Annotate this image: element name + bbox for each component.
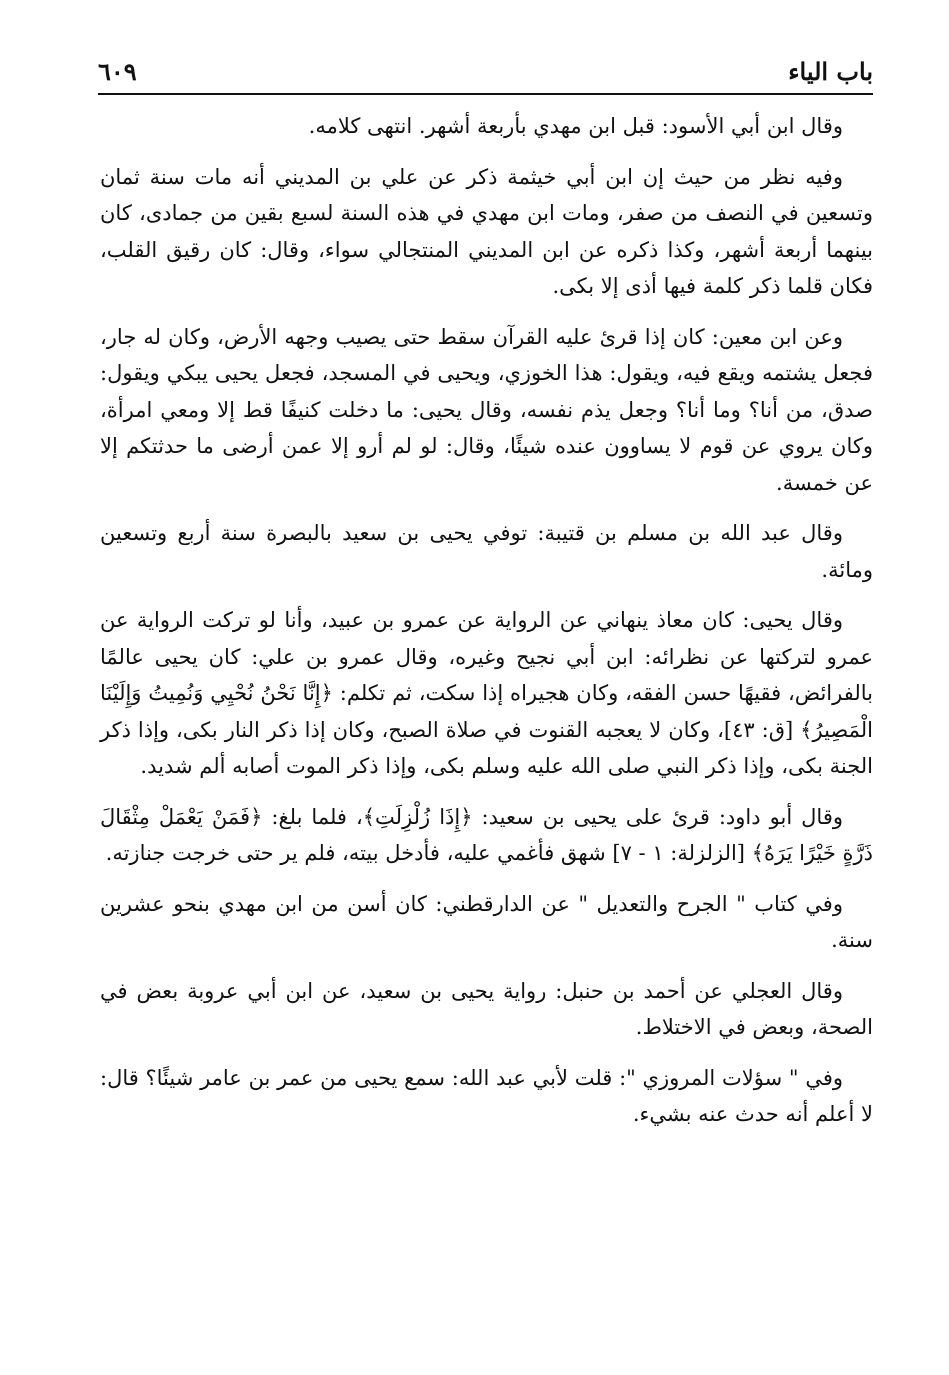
- paragraph-8: وقال العجلي عن أحمد بن حنبل: رواية يحيى بن سعيد، عن ابن أبي عروبة بعض في الصحة، وبعض في الاختلاط.: [100, 978, 873, 1039]
- paragraph-3: وعن ابن معين: كان إذا قرئ عليه القرآن سقط حتى يصيب وجهه الأرض، وكان له جار، فجعل يشتمه ويقع فيه، ويقول: هذا الخوزي، ويحيى في المسجد، فجعل يحيى يبكي ويقول: صدق، من أنا؟ وما أنا؟ وجعل يذم نفسه، وقال يحيى: ما دخلت كنيفًا قط إلا ومعي امرأة، وكان يروي عن قوم لا يساوون عنده شيئًا، وقال: لو لم أرو إلا عمن أرضى ما حدثتكم إلا عن خمسة.: [100, 324, 873, 495]
- page-number: ٦٠٩: [98, 56, 137, 86]
- page-header: [98, 52, 873, 90]
- chapter-title: باب الياء: [788, 56, 873, 86]
- page-body: [100, 108, 873, 1147]
- paragraph-6: وقال أبو داود: قرئ على يحيى بن سعيد: ﴿إِذَا زُلْزِلَتِ﴾، فلما بلغ: ﴿فَمَنْ يَعْمَلْ مِثْقَالَ ذَرَّةٍ خَيْرًا يَرَهُ﴾ [الزلزلة: ١ - ٧] شهق فأغمي عليه، فأدخل بيته، فلم ير حتى خرجت جنازته.: [100, 804, 873, 865]
- paragraph-4: وقال عبد الله بن مسلم بن قتيبة: توفي يحيى بن سعيد بالبصرة سنة أربع وتسعين ومائة.: [100, 521, 873, 582]
- paragraph-1: وقال ابن أبي الأسود: قبل ابن مهدي بأربعة أشهر. انتهى كلامه.: [308, 114, 843, 138]
- paragraph-9: وفي " سؤلات المروزي ": قلت لأبي عبد الله: سمع يحيى من عمر بن عامر شيئًا؟ قال: لا أعلم أنه حدث عنه بشيء.: [100, 1065, 873, 1126]
- header-divider: [98, 93, 873, 95]
- paragraph-2: وفيه نظر من حيث إن ابن أبي خيثمة ذكر عن علي بن المديني أنه مات سنة ثمان وتسعين في النصف من صفر، ومات ابن مهدي في هذه السنة لسبع بقين من جمادى، كان بينهما أربعة أشهر، وكذا ذكره عن ابن المديني المنتجالي سواء، وقال: كان رقيق القلب، فكان قلما ذكر كلمة فيها أذى إلا بكى.: [100, 164, 873, 298]
- paragraph-7: وفي كتاب " الجرح والتعديل " عن الدارقطني: كان أسن من ابن مهدي بنحو عشرين سنة.: [100, 891, 873, 952]
- paragraph-5: وقال يحيى: كان معاذ ينهاني عن الرواية عن عمرو بن عبيد، وأنا لو تركت الرواية عن عمرو لتركتها عن نظرائه: ابن أبي نجيح وغيره، وقال عمرو بن علي: كان يحيى عالمًا بالفرائض، فقيهًا حسن الفقه، وكان هجيراه إذا سكت، ثم تكلم: ﴿إِنَّا نَحْنُ نُحْيِي وَنُمِيتُ وَإِلَيْنَا الْمَصِيرُ﴾ [ق: ٤٣]، وكان لا يعجبه القنوت في صلاة الصبح، وكان إذا ذكر النار بكى، وإذا ذكر الجنة بكى، وإذا ذكر النبي صلى الله عليه وسلم بكى، وإذا ذكر الموت أصابه ألم شديد.: [100, 608, 873, 778]
